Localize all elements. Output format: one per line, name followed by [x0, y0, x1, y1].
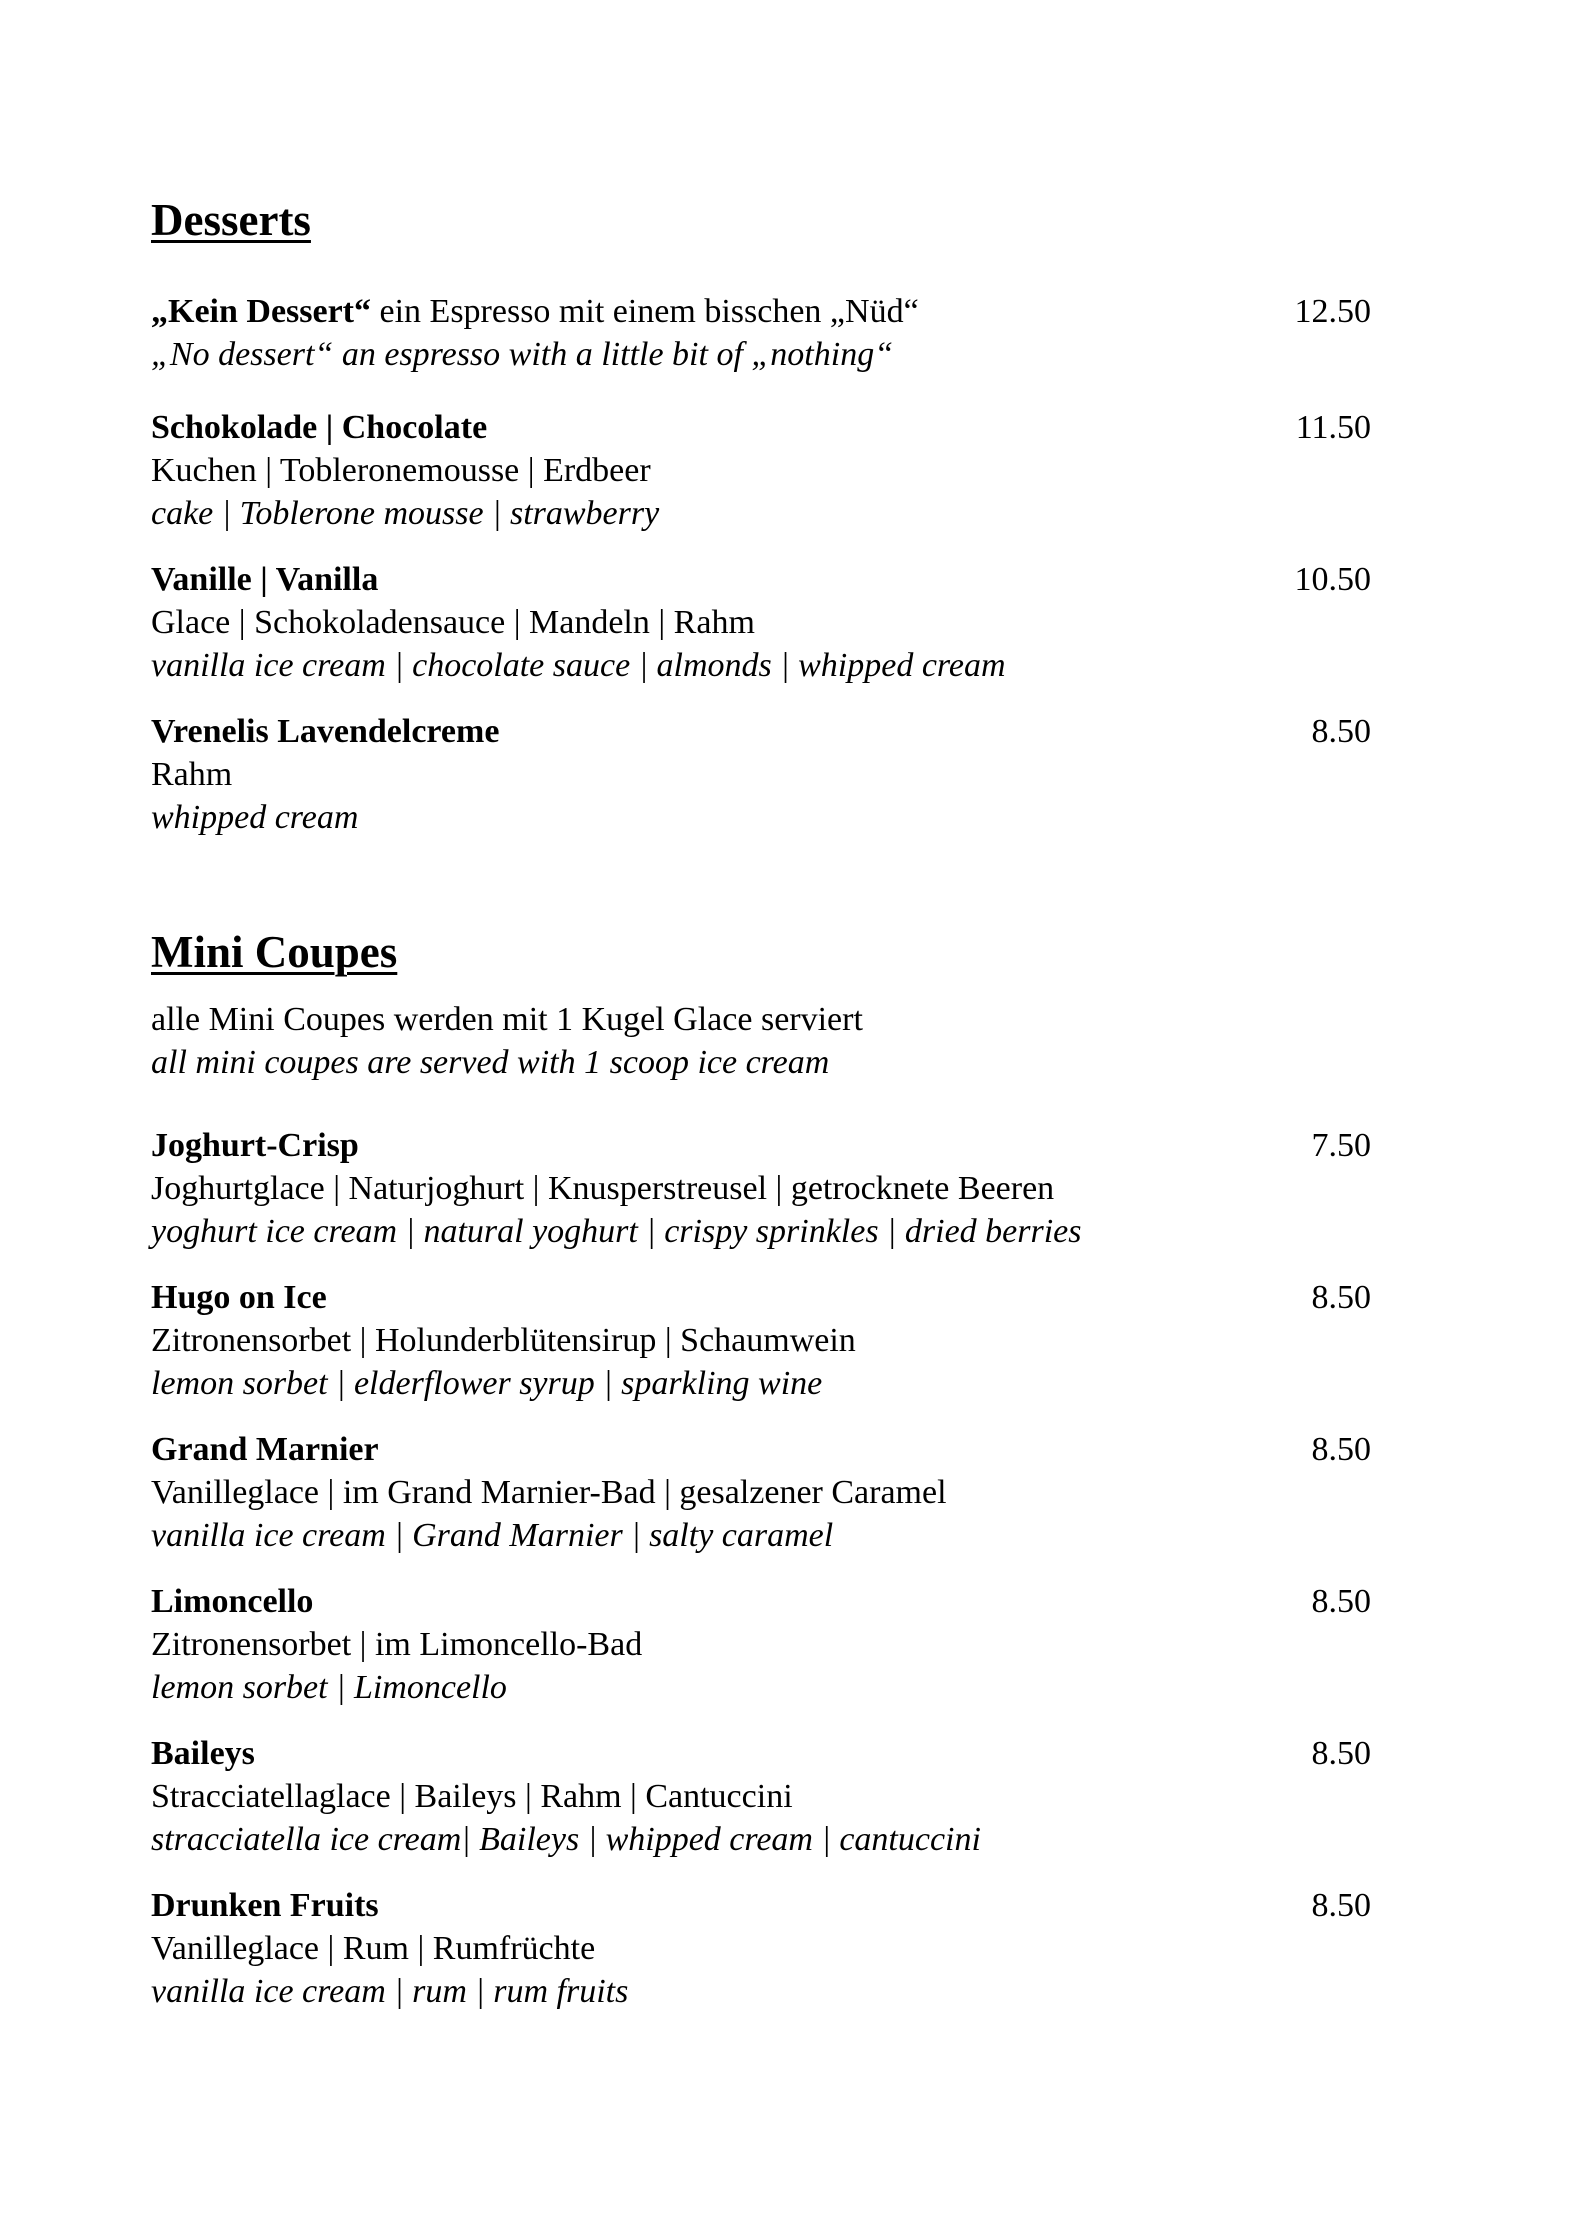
item-price: 7.50	[1311, 1127, 1371, 1164]
item-german-description: Glace | Schokoladensauce | Mandeln | Rahm	[151, 604, 755, 641]
section-title-desserts: Desserts	[151, 195, 311, 245]
menu-item-limoncello	[151, 1580, 1371, 1709]
item-german-description: Vanilleglace | im Grand Marnier-Bad | gesalzener Caramel	[151, 1474, 947, 1511]
section-intro-german: alle Mini Coupes werden mit 1 Kugel Glace serviert	[151, 1001, 863, 1038]
item-name-description: ein Espresso mit einem bisschen „Nüd“	[371, 293, 919, 330]
item-price: 8.50	[1311, 1887, 1371, 1924]
menu-item-baileys	[151, 1732, 1371, 1861]
item-english-description: vanilla ice cream | Grand Marnier | salty caramel	[151, 1517, 834, 1554]
menu-item-lavendelcreme	[151, 710, 1371, 839]
item-name: Limoncello	[151, 1583, 314, 1620]
item-name-bold: „Kein Dessert“	[151, 293, 372, 330]
menu-item-grand-marnier	[151, 1428, 1371, 1557]
item-english-description: yoghurt ice cream | natural yoghurt | crispy sprinkles | dried berries	[151, 1213, 1082, 1250]
item-name: Vanille | Vanilla	[151, 561, 379, 598]
item-name: Vrenelis Lavendelcreme	[151, 713, 500, 750]
item-price: 8.50	[1311, 1279, 1371, 1316]
item-price: 8.50	[1311, 1583, 1371, 1620]
item-german-description: Zitronensorbet | im Limoncello-Bad	[151, 1626, 643, 1663]
menu-item-vanille	[151, 558, 1371, 687]
item-price: 8.50	[1311, 1735, 1371, 1772]
item-name: Schokolade | Chocolate	[151, 409, 488, 446]
item-price: 10.50	[1294, 561, 1371, 598]
item-name: Joghurt-Crisp	[151, 1127, 359, 1164]
item-price: 11.50	[1295, 409, 1371, 446]
item-german-description: Joghurtglace | Naturjoghurt | Knusperstreusel | getrocknete Beeren	[151, 1170, 1055, 1207]
menu-item-kein-dessert	[151, 290, 1371, 376]
item-price: 8.50	[1311, 1431, 1371, 1468]
item-name: Grand Marnier	[151, 1431, 379, 1468]
menu-item-drunken-fruits	[151, 1884, 1371, 2013]
item-price: 8.50	[1311, 713, 1371, 750]
item-german-description: Rahm	[151, 756, 233, 793]
item-english-description: stracciatella ice cream| Baileys | whipped cream | cantuccini	[151, 1821, 981, 1858]
item-price: 12.50	[1294, 293, 1371, 330]
item-german-description: Zitronensorbet | Holunderblütensirup | Schaumwein	[151, 1322, 856, 1359]
menu-item-schokolade	[151, 406, 1371, 535]
item-english-description: cake | Toblerone mousse | strawberry	[151, 495, 660, 532]
item-name: Baileys	[151, 1735, 255, 1772]
item-english-description: vanilla ice cream | chocolate sauce | almonds | whipped cream	[151, 647, 1006, 684]
item-english-description: whipped cream	[151, 799, 359, 836]
item-german-description: Stracciatellaglace | Baileys | Rahm | Cantuccini	[151, 1778, 793, 1815]
item-name: Hugo on Ice	[151, 1279, 327, 1316]
menu-item-hugo-on-ice	[151, 1276, 1371, 1405]
item-german-description: Vanilleglace | Rum | Rumfrüchte	[151, 1930, 596, 1967]
menu-item-joghurt-crisp	[151, 1124, 1371, 1253]
section-title-mini-coupes: Mini Coupes	[151, 927, 398, 977]
item-name	[151, 290, 1371, 333]
item-english-description: „No dessert“ an espresso with a little bit of „nothing“	[151, 336, 894, 373]
item-english-description: lemon sorbet | elderflower syrup | sparkling wine	[151, 1365, 823, 1402]
section-intro-english: all mini coupes are served with 1 scoop ice cream	[151, 1044, 830, 1081]
item-english-description: lemon sorbet | Limoncello	[151, 1669, 507, 1706]
item-name: Drunken Fruits	[151, 1887, 379, 1924]
item-english-description: vanilla ice cream | rum | rum fruits	[151, 1973, 629, 2010]
item-german-description: Kuchen | Tobleronemousse | Erdbeer	[151, 452, 651, 489]
